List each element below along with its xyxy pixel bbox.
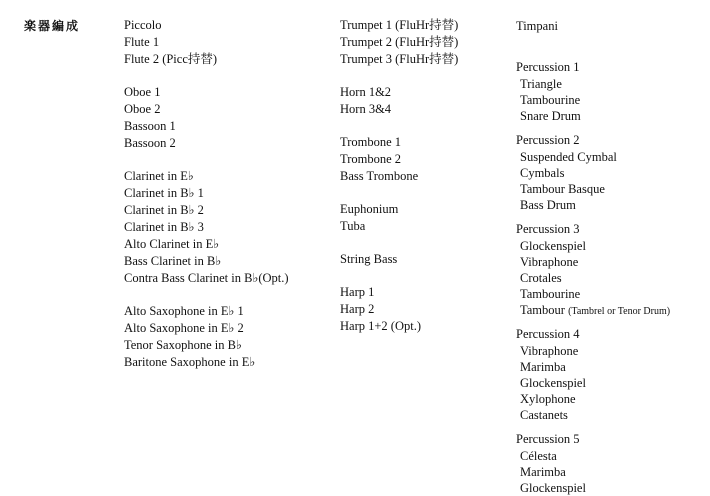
instrument-item: Alto Clarinet in E♭ [124,237,220,251]
percussion-title: Percussion 5 [516,432,580,446]
instrument-item: Alto Saxophone in E♭ 2 [124,321,244,335]
instrument-item: Harp 1 [340,285,375,299]
instrument-item: Trombone 2 [340,152,402,166]
instrument-item: Tambourine [520,287,581,301]
instrument-item: Cymbals [520,166,565,180]
instrument-item: Snare Drum [520,109,581,123]
instrument-item: Horn 1&2 [340,85,392,99]
instrument-item: Baritone Saxophone in E♭ [124,355,256,369]
saxophone-group [124,303,289,371]
instrument-item: Bass Clarinet in B♭ [124,254,222,268]
instrument-item: String Bass [340,252,398,266]
instrument-item: Oboe 1 [124,85,161,99]
trumpet-group [340,17,458,68]
instrument-item: Glockenspiel [520,376,586,390]
instrument-item: Tenor Saxophone in B♭ [124,338,242,352]
clarinet-group [124,168,289,287]
instrument-item: Tuba [340,219,366,233]
instrument-item: Oboe 2 [124,102,161,116]
woodwinds-column [124,17,289,371]
horn-group [340,84,458,118]
brass-column [340,17,458,335]
instrument-item: Bassoon 1 [124,119,176,133]
double-reed-group [124,84,289,152]
instrument-item: Vibraphone [520,255,579,269]
instrument-item: Trumpet 3 (FluHr持替) [340,52,459,66]
instrument-item: Trumpet 1 (FluHr持替) [340,18,459,32]
instrument-item: Clarinet in B♭ 1 [124,186,204,200]
page-heading: 楽器編成 [24,19,81,33]
instrument-item: Castanets [520,408,568,422]
instrument-item-tambour [516,302,670,318]
instrument-item: Flute 2 (Picc持替) [124,52,218,66]
percussion-3-group [516,220,670,318]
timpani-group [516,17,670,35]
trombone-group [340,134,458,185]
flute-group [124,17,289,68]
instrument-name: Tambour [520,303,565,317]
instrument-item: Glockenspiel [520,239,586,253]
percussion-title: Percussion 2 [516,133,580,147]
instrument-item: Trombone 1 [340,135,402,149]
instrument-item: Piccolo [124,18,162,32]
instrument-item: Bass Drum [520,198,576,212]
instrument-item: Alto Saxophone in E♭ 1 [124,304,244,318]
instrument-item: Triangle [520,77,562,91]
instrument-item: Clarinet in B♭ 2 [124,203,204,217]
percussion-2-group [516,131,670,213]
instrument-item: Harp 2 [340,302,375,316]
instrument-item: Clarinet in B♭ 3 [124,220,204,234]
instrument-item: Glockenspiel [520,481,586,495]
instrument-item: Xylophone [520,392,576,406]
instrument-item: Contra Bass Clarinet in B♭(Opt.) [124,271,289,285]
instrument-item: Horn 3&4 [340,102,392,116]
instrument-item: Marimba [520,465,566,479]
percussion-title: Percussion 4 [516,327,580,341]
instrument-item: Harp 1+2 (Opt.) [340,319,421,333]
percussion-column [516,17,670,496]
instrument-item: Célesta [520,449,557,463]
instrument-item: Tambourine [520,93,581,107]
instrument-item: Flute 1 [124,35,160,49]
instrument-item: Marimba [520,360,566,374]
low-brass-group [340,201,458,235]
harp-group [340,284,458,335]
instrument-item: Clarinet in E♭ [124,169,194,183]
instrument-note: (Tambrel or Tenor Drum) [568,306,671,317]
percussion-title: Percussion 1 [516,60,580,74]
percussion-1-group [516,58,670,124]
instrument-item: Vibraphone [520,344,579,358]
percussion-5-group [516,430,670,496]
instrument-item: Timpani [516,19,558,33]
instrument-item: Trumpet 2 (FluHr持替) [340,35,459,49]
instrument-item: Bass Trombone [340,169,419,183]
instrument-item: Bassoon 2 [124,136,176,150]
instrument-item: Crotales [520,271,562,285]
percussion-4-group [516,325,670,423]
string-bass-group [340,251,458,268]
instrument-item: Suspended Cymbal [520,150,617,164]
instrument-item: Tambour Basque [520,182,605,196]
percussion-title: Percussion 3 [516,222,580,236]
instrument-item: Euphonium [340,202,399,216]
